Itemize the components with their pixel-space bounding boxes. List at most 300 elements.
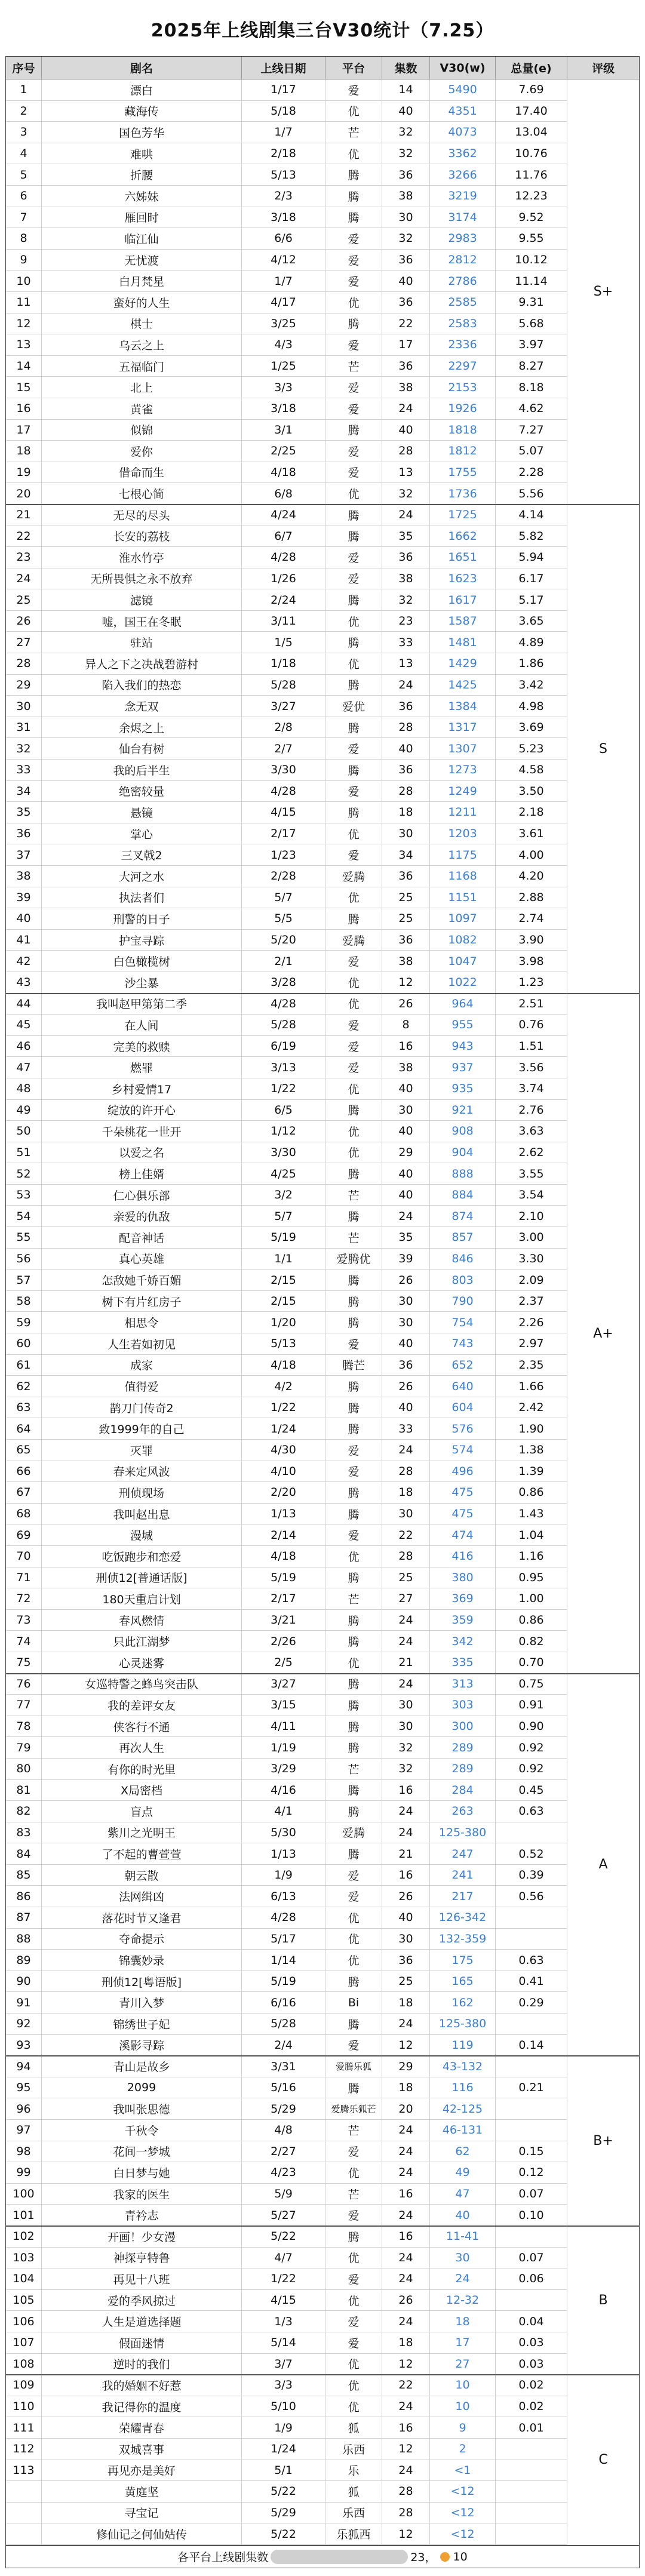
cell-v30: 3362 xyxy=(430,143,496,164)
table-row xyxy=(6,2162,567,2184)
cell-name: 春来定风波 xyxy=(42,1461,242,1482)
table-row xyxy=(6,632,567,653)
cell-total: 10.76 xyxy=(496,143,567,164)
cell-name: 千朵桃花一世开 xyxy=(42,1121,242,1142)
cell-date: 1/23 xyxy=(242,844,325,865)
cell-total: 3.90 xyxy=(496,930,567,951)
cell-date: 5/1 xyxy=(242,2460,325,2481)
group-rows xyxy=(6,1674,567,2057)
cell-v30: 576 xyxy=(430,1418,496,1439)
table-row xyxy=(6,420,567,441)
cell-date: 3/29 xyxy=(242,1759,325,1779)
cell-date: 4/28 xyxy=(242,781,325,802)
cell-name: 无尽的尽头 xyxy=(42,505,242,525)
cell-no: 42 xyxy=(6,951,42,972)
cell-date: 2/3 xyxy=(242,186,325,207)
cell-total: 4.00 xyxy=(496,844,567,865)
cell-date: 4/23 xyxy=(242,2162,325,2183)
cell-total: 1.00 xyxy=(496,1588,567,1609)
cell-episodes: 25 xyxy=(382,1567,430,1588)
cell-v30: 874 xyxy=(430,1206,496,1226)
cell-no: 68 xyxy=(6,1504,42,1524)
cell-date: 5/13 xyxy=(242,164,325,185)
cell-episodes: 32 xyxy=(382,143,430,164)
cell-platform: 优 xyxy=(325,1121,382,1142)
cell-date: 1/5 xyxy=(242,632,325,653)
cell-platform: 爱腾 xyxy=(325,866,382,887)
cell-date: 3/27 xyxy=(242,696,325,717)
cell-platform: 腾 xyxy=(325,908,382,929)
cell-platform: 腾 xyxy=(325,1206,382,1226)
cell-v30: 1097 xyxy=(430,908,496,929)
cell-no: 22 xyxy=(6,525,42,546)
cell-total: 0.03 xyxy=(496,2332,567,2353)
cell-no: 70 xyxy=(6,1546,42,1567)
cell-platform: 腾 xyxy=(325,1418,382,1439)
cell-no: 71 xyxy=(6,1567,42,1588)
table-row xyxy=(6,462,567,484)
table-row xyxy=(6,143,567,165)
cell-name: 朝云散 xyxy=(42,1865,242,1886)
cell-total: 0.39 xyxy=(496,1865,567,1886)
cell-name: 七根心简 xyxy=(42,483,242,504)
cell-v30: 1662 xyxy=(430,525,496,546)
cell-no: 112 xyxy=(6,2439,42,2460)
cell-date: 2/14 xyxy=(242,1524,325,1545)
cell-no: 88 xyxy=(6,1929,42,1950)
cell-total: 2.74 xyxy=(496,908,567,929)
cell-platform: 腾 xyxy=(325,1737,382,1758)
header-no: 序号 xyxy=(6,57,42,79)
cell-platform: 优 xyxy=(325,2248,382,2268)
cell-v30: 46-131 xyxy=(430,2120,496,2141)
cell-name: 余烬之上 xyxy=(42,717,242,738)
cell-no: 43 xyxy=(6,972,42,993)
table-row xyxy=(6,1546,567,1567)
table-row xyxy=(6,1440,567,1461)
cell-date: 3/7 xyxy=(242,2354,325,2375)
cell-total: 0.92 xyxy=(496,1737,567,1758)
cell-no: 33 xyxy=(6,760,42,780)
cell-name: 有你的时光里 xyxy=(42,1759,242,1779)
cell-platform: 芒 xyxy=(325,356,382,377)
table-row xyxy=(6,1015,567,1036)
cell-name: 异人之下之决战碧游村 xyxy=(42,653,242,674)
cell-no xyxy=(6,2503,42,2523)
cell-no: 110 xyxy=(6,2396,42,2417)
table-row xyxy=(6,547,567,568)
cell-platform: 腾 xyxy=(325,1291,382,1312)
cell-episodes: 33 xyxy=(382,632,430,653)
cell-episodes: 30 xyxy=(382,823,430,844)
cell-episodes: 36 xyxy=(382,930,430,951)
cell-episodes: 38 xyxy=(382,1057,430,1078)
cell-no: 90 xyxy=(6,1971,42,1992)
table-row xyxy=(6,823,567,845)
cell-no: 37 xyxy=(6,844,42,865)
cell-v30: 846 xyxy=(430,1249,496,1269)
cell-episodes: 26 xyxy=(382,1269,430,1290)
cell-episodes: 24 xyxy=(382,1631,430,1652)
cell-no: 76 xyxy=(6,1674,42,1695)
cell-name: 溪影寻踪 xyxy=(42,2035,242,2056)
cell-date: 4/28 xyxy=(242,994,325,1015)
cell-episodes: 24 xyxy=(382,1822,430,1843)
cell-total: 2.10 xyxy=(496,1206,567,1226)
cell-total: 0.92 xyxy=(496,1759,567,1779)
cell-no: 28 xyxy=(6,653,42,674)
cell-v30: 1211 xyxy=(430,802,496,823)
cell-date: 4/2 xyxy=(242,1376,325,1397)
cell-platform: 芒 xyxy=(325,122,382,143)
cell-date: 4/15 xyxy=(242,2290,325,2311)
cell-v30: 1755 xyxy=(430,462,496,483)
header-date: 上线日期 xyxy=(242,57,325,79)
cell-date: 2/5 xyxy=(242,1652,325,1673)
cell-no: 57 xyxy=(6,1269,42,1290)
cell-name: 青衿志 xyxy=(42,2205,242,2225)
cell-name: 白日梦与她 xyxy=(42,2162,242,2183)
cell-date: 6/8 xyxy=(242,483,325,504)
cell-name: 完美的救赎 xyxy=(42,1036,242,1057)
cell-total xyxy=(496,2226,567,2247)
cell-v30: 2583 xyxy=(430,313,496,334)
cell-total: 0.90 xyxy=(496,1716,567,1737)
cell-date: 3/15 xyxy=(242,1695,325,1716)
cell-total: 2.42 xyxy=(496,1397,567,1418)
cell-total: 7.69 xyxy=(496,79,567,100)
cell-platform: 腾 xyxy=(325,1100,382,1121)
table-row xyxy=(6,1121,567,1142)
cell-episodes: 26 xyxy=(382,994,430,1015)
cell-platform: 爱 xyxy=(325,844,382,865)
cell-no: 53 xyxy=(6,1185,42,1206)
cell-platform: 腾芒 xyxy=(325,1355,382,1376)
cell-no: 11 xyxy=(6,292,42,313)
cell-episodes: 24 xyxy=(382,2205,430,2225)
cell-name: 临江仙 xyxy=(42,228,242,249)
cell-total: 4.14 xyxy=(496,505,567,525)
cell-total: 4.62 xyxy=(496,398,567,419)
cell-no: 56 xyxy=(6,1249,42,1269)
cell-name: X局密档 xyxy=(42,1780,242,1801)
cell-name: 雁回时 xyxy=(42,207,242,228)
cell-date: 3/18 xyxy=(242,207,325,228)
cell-episodes: 29 xyxy=(382,2056,430,2077)
cell-total: 2.26 xyxy=(496,1312,567,1333)
cell-platform: 爱 xyxy=(325,1524,382,1545)
cell-no: 69 xyxy=(6,1524,42,1545)
cell-name: 五福临门 xyxy=(42,356,242,377)
cell-no: 73 xyxy=(6,1610,42,1631)
cell-no: 67 xyxy=(6,1482,42,1503)
cell-name: 刑警的日子 xyxy=(42,908,242,929)
cell-name: 树下有片红房子 xyxy=(42,1291,242,1312)
cell-episodes: 40 xyxy=(382,420,430,441)
cell-no: 39 xyxy=(6,887,42,908)
cell-date: 1/25 xyxy=(242,356,325,377)
cell-total: 3.61 xyxy=(496,823,567,844)
cell-no: 101 xyxy=(6,2205,42,2225)
table-row xyxy=(6,951,567,972)
cell-date: 5/5 xyxy=(242,908,325,929)
cell-platform: 优 xyxy=(325,2290,382,2311)
cell-v30: 359 xyxy=(430,1610,496,1631)
table-row xyxy=(6,1142,567,1164)
cell-episodes: 18 xyxy=(382,2077,430,2098)
table-row xyxy=(6,1036,567,1058)
cell-no: 77 xyxy=(6,1695,42,1716)
cell-v30: <12 xyxy=(430,2481,496,2502)
rating-cell: A+ xyxy=(567,994,639,1674)
cell-platform: 爱 xyxy=(325,441,382,462)
header-episodes: 集数 xyxy=(382,57,430,79)
cell-name: 白月梵星 xyxy=(42,270,242,291)
table-row xyxy=(6,653,567,675)
table-row xyxy=(6,1227,567,1249)
cell-total: 3.65 xyxy=(496,611,567,632)
cell-no: 8 xyxy=(6,228,42,249)
cell-v30: 241 xyxy=(430,1865,496,1886)
group-rows xyxy=(6,2375,567,2545)
cell-platform: 腾 xyxy=(325,1695,382,1716)
cell-no: 83 xyxy=(6,1822,42,1843)
table-body xyxy=(6,79,639,2545)
group-rows xyxy=(6,2056,567,2226)
cell-total: 1.51 xyxy=(496,1036,567,1057)
cell-total xyxy=(496,2439,567,2460)
cell-name: 淮水竹亭 xyxy=(42,547,242,568)
cell-name: 大河之水 xyxy=(42,866,242,887)
cell-episodes: 40 xyxy=(382,101,430,122)
cell-platform: 芒 xyxy=(325,2184,382,2205)
cell-no: 44 xyxy=(6,994,42,1015)
cell-name: 黄雀 xyxy=(42,398,242,419)
cell-episodes: 18 xyxy=(382,1482,430,1503)
cell-date: 1/24 xyxy=(242,1418,325,1439)
cell-name: 荣耀青春 xyxy=(42,2417,242,2438)
cell-total: 0.86 xyxy=(496,1610,567,1631)
cell-name: 借命而生 xyxy=(42,462,242,483)
cell-platform: 腾 xyxy=(325,420,382,441)
cell-date: 3/2 xyxy=(242,1185,325,1206)
cell-total: 0.70 xyxy=(496,1652,567,1673)
cell-date: 5/20 xyxy=(242,930,325,951)
cell-total: 2.18 xyxy=(496,802,567,823)
rating-cell: A xyxy=(567,1674,639,2057)
table-row xyxy=(6,994,567,1015)
cell-name: 人生若如初见 xyxy=(42,1333,242,1354)
cell-no: 36 xyxy=(6,823,42,844)
cell-v30: <1 xyxy=(430,2460,496,2481)
cell-platform: 爱 xyxy=(325,270,382,291)
cell-no: 59 xyxy=(6,1312,42,1333)
cell-no: 61 xyxy=(6,1355,42,1376)
table-row xyxy=(6,1610,567,1631)
cell-platform: 优 xyxy=(325,887,382,908)
cell-total: 2.88 xyxy=(496,887,567,908)
cell-episodes: 32 xyxy=(382,483,430,504)
cell-name: 悬镜 xyxy=(42,802,242,823)
cell-total: 0.02 xyxy=(496,2396,567,2417)
cell-date: 1/7 xyxy=(242,122,325,143)
cell-v30: 857 xyxy=(430,1227,496,1248)
table-row xyxy=(6,2503,567,2524)
cell-episodes: 36 xyxy=(382,1355,430,1376)
cell-v30: 300 xyxy=(430,1716,496,1737)
cell-no: 15 xyxy=(6,377,42,398)
cell-episodes: 40 xyxy=(382,1333,430,1354)
cell-date: 4/12 xyxy=(242,250,325,270)
cell-platform: 爱优 xyxy=(325,696,382,717)
cell-v30: 1175 xyxy=(430,844,496,865)
cell-name: 念无双 xyxy=(42,696,242,717)
cell-platform: 腾 xyxy=(325,207,382,228)
cell-name: 花间一梦城 xyxy=(42,2141,242,2162)
cell-date: 1/22 xyxy=(242,1078,325,1099)
cell-platform: 芒 xyxy=(325,1759,382,1779)
cell-platform: 腾 xyxy=(325,632,382,653)
cell-platform: 优 xyxy=(325,972,382,993)
cell-platform: 爱 xyxy=(325,951,382,972)
table-row xyxy=(6,930,567,951)
cell-episodes: 30 xyxy=(382,1504,430,1524)
cell-v30: 1736 xyxy=(430,483,496,504)
cell-no: 58 xyxy=(6,1291,42,1312)
cell-episodes: 26 xyxy=(382,2290,430,2311)
table-row xyxy=(6,1057,567,1078)
cell-v30: 165 xyxy=(430,1971,496,1992)
cell-total: 9.31 xyxy=(496,292,567,313)
cell-v30: 1317 xyxy=(430,717,496,738)
cell-v30: 1047 xyxy=(430,951,496,972)
cell-total: 0.95 xyxy=(496,1567,567,1588)
cell-date: 1/12 xyxy=(242,1121,325,1142)
cell-episodes: 35 xyxy=(382,1227,430,1248)
cell-name: 锦囊妙录 xyxy=(42,1950,242,1971)
cell-no: 3 xyxy=(6,122,42,143)
footer-count-a: 23， xyxy=(410,2551,437,2565)
cell-v30: 126-342 xyxy=(430,1907,496,1928)
cell-platform: 腾 xyxy=(325,1269,382,1290)
cell-date: 2/27 xyxy=(242,2141,325,2162)
cell-date: 3/21 xyxy=(242,1610,325,1631)
cell-date: 6/16 xyxy=(242,1992,325,2013)
cell-date: 3/25 xyxy=(242,313,325,334)
cell-no: 84 xyxy=(6,1843,42,1864)
cell-platform: 优 xyxy=(325,143,382,164)
cell-date: 6/19 xyxy=(242,1036,325,1057)
cell-v30: 263 xyxy=(430,1801,496,1822)
cell-v30: <12 xyxy=(430,2503,496,2523)
cell-v30: 247 xyxy=(430,1843,496,1864)
cell-platform: 优 xyxy=(325,611,382,632)
cell-v30: 652 xyxy=(430,1355,496,1376)
cell-episodes: 30 xyxy=(382,1695,430,1716)
cell-platform: 爱腾乐狐芒 xyxy=(325,2098,382,2119)
cell-no: 93 xyxy=(6,2035,42,2056)
cell-episodes: 18 xyxy=(382,2332,430,2353)
cell-no: 81 xyxy=(6,1780,42,1801)
cell-episodes: 22 xyxy=(382,2375,430,2396)
cell-v30: 2585 xyxy=(430,292,496,313)
table-row xyxy=(6,1822,567,1844)
cell-name: 刑侦12[粤语版] xyxy=(42,1971,242,1992)
cell-episodes: 34 xyxy=(382,844,430,865)
cell-platform: 优 xyxy=(325,1652,382,1673)
cell-platform: 腾 xyxy=(325,1780,382,1801)
cell-episodes: 12 xyxy=(382,2354,430,2375)
cell-name: 我叫赵甲第第二季 xyxy=(42,994,242,1015)
cell-platform: 腾 xyxy=(325,164,382,185)
cell-v30: 884 xyxy=(430,1185,496,1206)
cell-no: 86 xyxy=(6,1886,42,1907)
cell-date: 2/18 xyxy=(242,143,325,164)
cell-name: 真心英雄 xyxy=(42,1249,242,1269)
rating-cell: C xyxy=(567,2375,639,2545)
cell-no: 10 xyxy=(6,270,42,291)
cell-total: 2.28 xyxy=(496,462,567,483)
cell-name: 滤镜 xyxy=(42,589,242,610)
cell-total: 8.18 xyxy=(496,377,567,398)
cell-v30: 9 xyxy=(430,2417,496,2438)
cell-no: 13 xyxy=(6,334,42,355)
cell-episodes: 29 xyxy=(382,1142,430,1163)
header-rating: 评级 xyxy=(591,62,615,75)
cell-episodes: 24 xyxy=(382,2311,430,2332)
cell-total: 1.04 xyxy=(496,1524,567,1545)
cell-date: 4/28 xyxy=(242,547,325,568)
table-row xyxy=(6,122,567,143)
cell-total: 0.10 xyxy=(496,2205,567,2225)
cell-name: 仙台有树 xyxy=(42,738,242,759)
cell-date: 4/8 xyxy=(242,2120,325,2141)
cell-no: 50 xyxy=(6,1121,42,1142)
cell-platform: 腾 xyxy=(325,802,382,823)
cell-episodes: 25 xyxy=(382,1971,430,1992)
cell-platform: 腾 xyxy=(325,2014,382,2034)
cell-no: 1 xyxy=(6,79,42,100)
cell-date: 1/26 xyxy=(242,568,325,589)
cell-name: 以爱之名 xyxy=(42,1142,242,1163)
cell-total: 3.63 xyxy=(496,1121,567,1142)
cell-date: 4/25 xyxy=(242,1163,325,1184)
cell-date: 4/7 xyxy=(242,2248,325,2268)
table-row xyxy=(6,1843,567,1865)
cell-platform: 腾 xyxy=(325,717,382,738)
cell-name: 灭罪 xyxy=(42,1440,242,1461)
cell-episodes: 30 xyxy=(382,1291,430,1312)
table-row xyxy=(6,441,567,462)
cell-name: 榜上佳婿 xyxy=(42,1163,242,1184)
cell-date: 3/30 xyxy=(242,1142,325,1163)
table-row xyxy=(6,589,567,611)
cell-no: 45 xyxy=(6,1015,42,1035)
footer-count-b: 10 xyxy=(453,2550,468,2563)
cell-total: 4.98 xyxy=(496,696,567,717)
cell-date: 3/3 xyxy=(242,2375,325,2396)
cell-total: 0.82 xyxy=(496,1631,567,1652)
table-row xyxy=(6,525,567,547)
cell-date: 1/9 xyxy=(242,1865,325,1886)
cell-platform: 爱 xyxy=(325,334,382,355)
table-row xyxy=(6,1631,567,1652)
footer-summary xyxy=(6,2545,639,2568)
cell-platform: 爱 xyxy=(325,1886,382,1907)
table-row xyxy=(6,1078,567,1100)
cell-episodes: 39 xyxy=(382,1249,430,1269)
cell-name: 在人间 xyxy=(42,1015,242,1035)
